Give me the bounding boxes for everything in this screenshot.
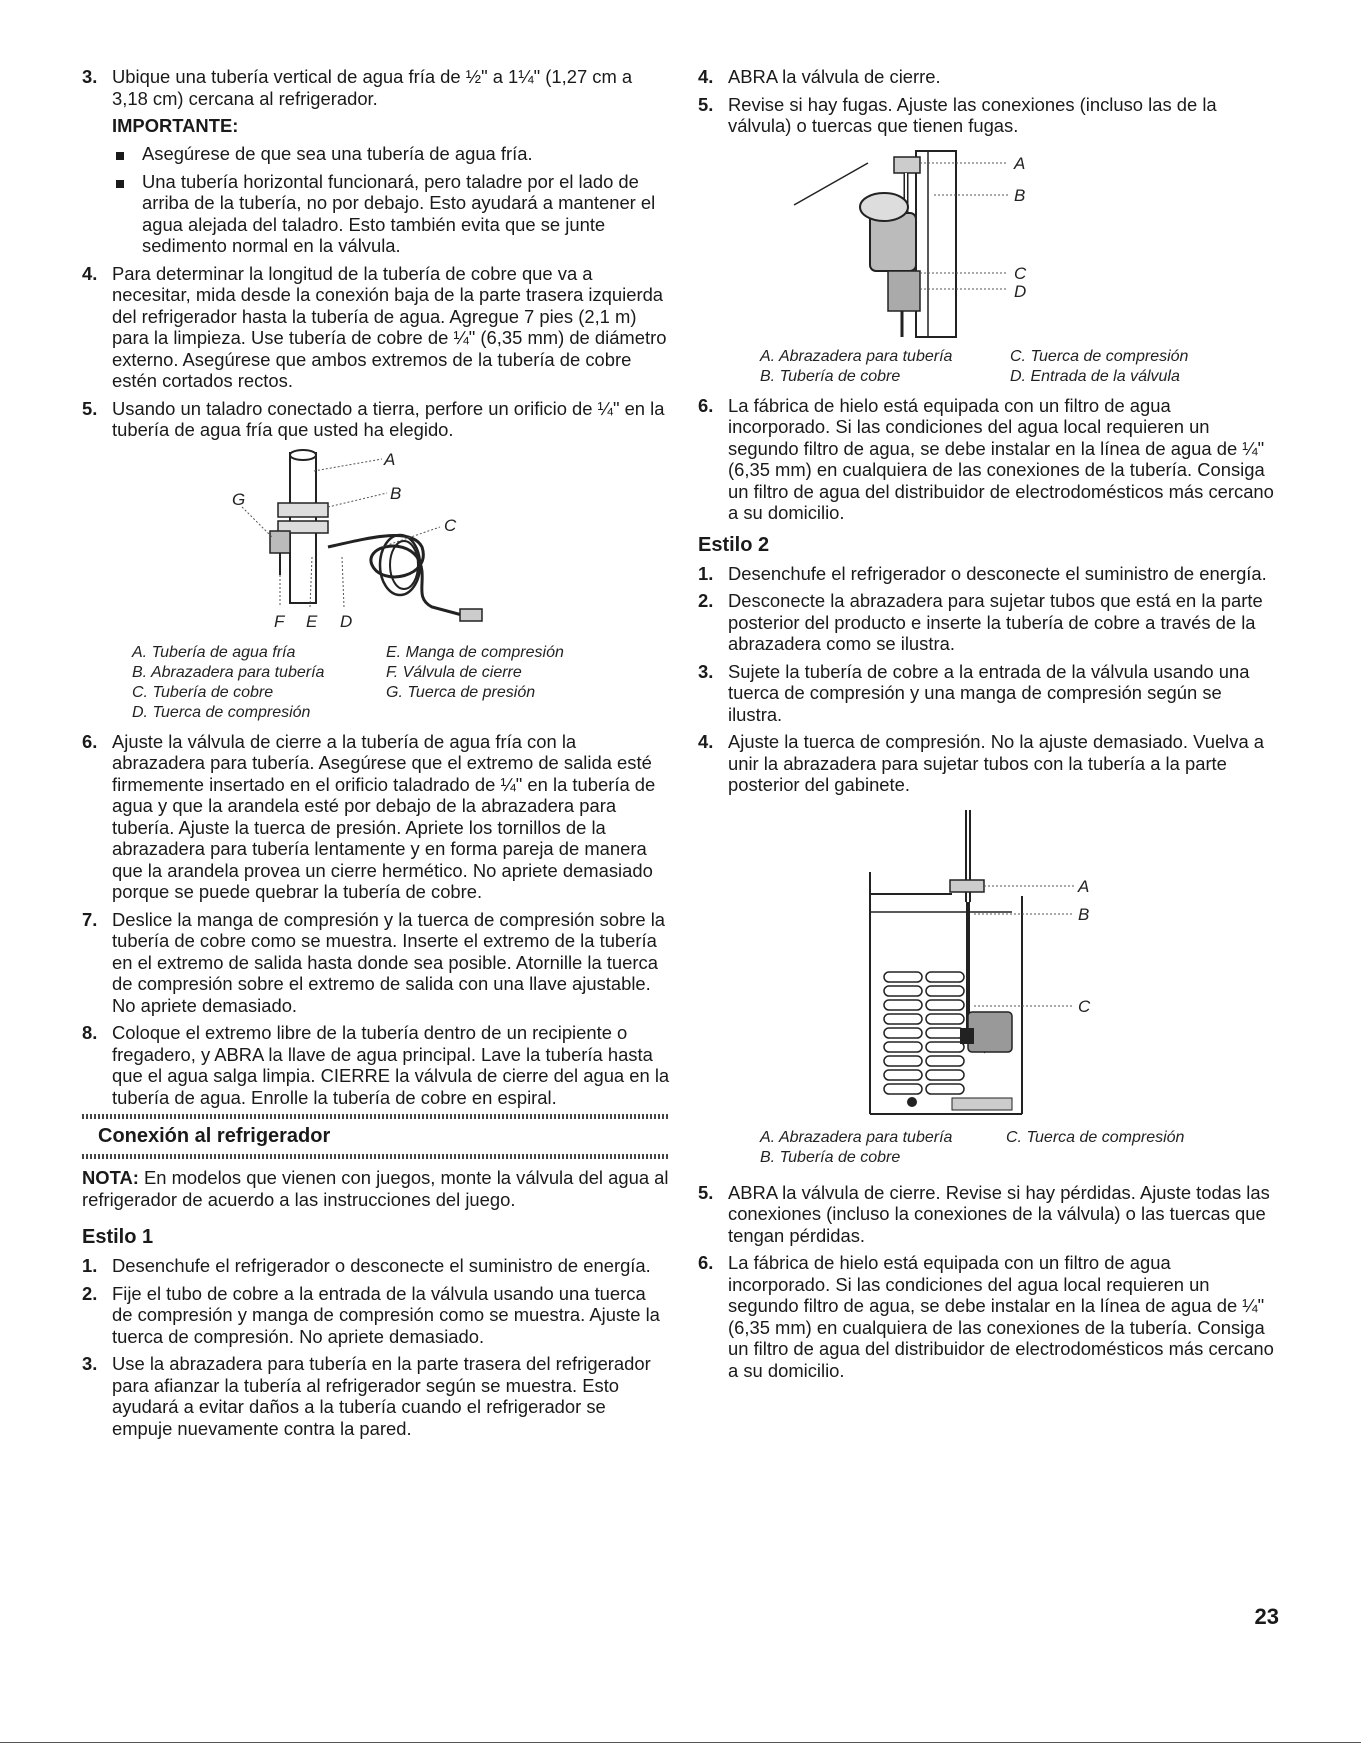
step-number: 6. [698,394,714,416]
figure-caption [760,1128,1278,1168]
caption-item: C. Tubería de cobre [132,683,274,701]
note-text: En modelos que vienen con juegos, monte la válvula del agua al refrigerador de acuerdo a las instrucciones del juego. [82,1167,669,1210]
step-item [698,94,1278,137]
step-number: 7. [82,908,98,930]
section-divider [82,1114,670,1119]
step-item [82,66,670,109]
step-number: 5. [698,1181,714,1203]
step-item [82,1353,670,1439]
step-item [698,1252,1278,1381]
step-item [82,1022,670,1108]
caption-item: A. Abrazadera para tubería [760,347,953,365]
caption-item: B. Abrazadera para tubería [132,663,325,681]
step-text: Ajuste la válvula de cierre a la tubería de agua fría con la abrazadera para tubería. Asegúrese que el extremo de salida esté firmemente insertado en el orificio taladrado de ¼" en la tubería de agua y que la arandela esté por debajo de la abrazadera para tubería. Ajuste la tuerca de presión. Apriete los tornillos de la abrazadera para tubería lentamente y en forma pareja de manera que la arandela provea un cierre hermético. No apriete demasiado porque se puede quebrar la tubería de cobre. [112,730,656,902]
step-text: Desenchufe el refrigerador o desconecte el suministro de energía. [112,1255,651,1276]
step-text: Sujete la tubería de cobre a la entrada de la válvula usando una tuerca de compresión y una manga de compresión según se ilustra. [728,660,1250,725]
step-number: 3. [82,66,98,87]
step-text: Use la abrazadera para tubería en la parte trasera del refrigerador para afianzar la tubería al refrigerador según se muestra. Esto ayudará a evitar daños a la tubería cuando el refrigerador se empuje nuevamente contra la pared. [112,1353,651,1439]
label-b: B [1078,904,1090,924]
step-text: Desconecte la abrazadera para sujetar tubos que está en la parte posterior del producto e inserte la tubería de cobre a través de la abrazadera como se ilustra. [728,590,1263,654]
right-column [698,66,1278,1387]
step-text: La fábrica de hielo está equipada con un filtro de agua incorporado. Si las condiciones del agua local requieren un segundo filtro de agua, se debe instalar en la línea de agua de ¼" (6,35 mm) en cualquiera de las conexiones de la tubería. Consiga un filtro de agua del distribuidor de electrodomésticos más cercano a su domicilio. [728,394,1274,523]
step-number: 2. [698,590,714,611]
step-number: 4. [698,731,714,752]
step-number: 3. [82,1353,98,1374]
caption-item: G. Tuerca de presión [386,683,536,701]
step-item [698,661,1278,726]
caption-item: D. Tuerca de compresión [132,703,311,721]
label-c: C [1014,263,1027,283]
caption-item [386,703,616,723]
section-divider [82,1154,670,1159]
label-c: C [1078,996,1091,1016]
step-number: 6. [82,730,98,752]
note-paragraph [82,1167,670,1210]
step-item [82,1283,670,1348]
page-number: 23 [1254,1604,1279,1629]
label-c: C [444,515,457,535]
cabinet-clamp-figure [698,802,1278,1120]
left-column [82,66,670,1445]
caption-item: E. Manga de compresión [386,643,564,661]
label-f: F [274,611,285,631]
step-item [82,909,670,1017]
section-title: Conexión al refrigerador [98,1125,331,1147]
caption-item: C. Tuerca de compresión [1006,1128,1185,1146]
caption-item: D. Entrada de la válvula [1010,367,1180,385]
step-number: 8. [82,1022,98,1043]
valve-inlet-figure [698,143,1278,343]
caption-item: B. Tubería de cobre [760,1148,901,1166]
caption-item: B. Tubería de cobre [760,367,901,385]
step-item [698,66,1278,88]
step-text: Usando un taladro conectado a tierra, perfore un orificio de ¼" en la tubería de agua fría que usted ha elegido. [112,397,665,440]
step-number: 1. [82,1255,98,1276]
step-text: Desenchufe el refrigerador o desconecte el suministro de energía. [728,562,1267,584]
step-number: 1. [698,562,714,584]
step-number: 4. [698,66,714,87]
note-label: NOTA: [82,1167,139,1188]
label-b: B [390,483,402,503]
figure-caption [132,643,670,723]
figure-caption [760,347,1278,387]
step-number: 3. [698,660,714,682]
bullet-text: Una tubería horizontal funcionará, pero taladre por el lado de arriba de la tubería, no por debajo. Esto ayudará a mantener el agua alejada del taladro. Esto también evita que se junte sedimento normal en la válvula. [142,170,656,256]
step-number: 5. [698,93,714,115]
step-number: 4. [82,262,98,284]
step-text: Fije el tubo de cobre a la entrada de la válvula usando una tuerca de compresión y manga de compresión como se muestra. Ajuste la tuerca de compresión. No apriete demasiado. [112,1282,660,1347]
label-a: A [384,449,396,469]
step-text: Ubique una tubería vertical de agua fría de ½" a 1¼" (1,27 cm a 3,18 cm) cercana al refrigerador. [112,66,633,109]
label-a: A [1078,876,1090,896]
step-item [82,1255,670,1277]
important-heading: IMPORTANTE: [112,115,239,136]
step-item [82,263,670,392]
caption-item [1006,1148,1236,1168]
bullet-item [116,143,670,165]
step-number: 6. [698,1252,714,1273]
step-text: Coloque el extremo libre de la tubería dentro de un recipiente o fregadero, y ABRA la llave de agua principal. Lave la tubería hasta que el agua salga limpia. CIERRE la válvula de cierre del agua en la tubería de agua. Enrolle la tubería de cobre en espiral. [112,1022,670,1108]
step-item [698,731,1278,796]
style-2-heading: Estilo 2 [698,533,770,556]
step-item [82,731,670,903]
shutoff-valve-illustration [82,447,670,637]
step-text: Revise si hay fugas. Ajuste las conexiones (incluso las de la válvula) o tuercas que tienen fugas. [728,93,1217,136]
style-1-heading: Estilo 1 [82,1226,154,1248]
step-item [82,398,670,441]
step-number: 2. [82,1282,98,1304]
caption-item: C. Tuerca de compresión [1010,347,1189,365]
step-text: ABRA la válvula de cierre. [728,66,941,87]
step-item [698,1182,1278,1247]
step-item [698,395,1278,524]
label-e: E [306,611,318,631]
cabinet-clamp-illustration [698,802,1278,1120]
bullet-item [116,171,670,257]
step-text: ABRA la válvula de cierre. Revise si hay pérdidas. Ajuste todas las conexiones (incluso la conexiones de la válvula) o las tuercas que tengan pérdidas. [728,1181,1270,1246]
step-item [698,563,1278,585]
caption-item: A. Abrazadera para tubería [760,1128,953,1146]
step-text: La fábrica de hielo está equipada con un filtro de agua incorporado. Si las condiciones del agua local requieren un segundo filtro de agua, se debe instalar en la línea de agua de ¼" (6,35 mm) en cualquiera de las conexiones de la tubería. Consiga un filtro de agua del distribuidor de electrodomésticos más cercano a su domicilio. [728,1252,1274,1381]
label-d: D [1014,281,1027,301]
label-b: B [1014,185,1026,205]
valve-inlet-illustration [698,143,1278,343]
step-text: Deslice la manga de compresión y la tuerca de compresión sobre la tubería de cobre como se muestra. Inserte el extremo de la tubería en el extremo de salida hasta donde sea posible. Atornille la tuerca de compresión sobre el extremo de salida con una llave ajustable. No apriete demasiado. [112,908,666,1016]
bullet-text: Asegúrese de que sea una tubería de agua fría. [142,143,533,164]
step-text: Para determinar la longitud de la tubería de cobre que va a necesitar, mida desde la conexión baja de la parte trasera izquierda del refrigerador hasta la tubería de agua. Agregue 7 pies (2,1 m) para la limpieza. Use tubería de cobre de ¼" (6,35 mm) de diámetro externo. Asegúrese que ambos extremos de la tubería de cobre estén cortados rectos. [112,262,667,391]
label-d: D [340,611,353,631]
caption-item: F. Válvula de cierre [386,663,522,681]
step-item [698,590,1278,655]
step-number: 5. [82,397,98,419]
caption-item: A. Tubería de agua fría [132,643,296,661]
bottom-divider [0,1742,1361,1743]
bullet-icon [116,171,142,257]
step-text: Ajuste la tuerca de compresión. No la ajuste demasiado. Vuelva a unir la abrazadera para sujetar tubos con la tubería a la parte posterior del gabinete. [728,731,1265,795]
shutoff-valve-figure [82,447,670,637]
label-a: A [1014,153,1026,173]
label-g: G [232,489,246,509]
bullet-icon [116,143,142,165]
